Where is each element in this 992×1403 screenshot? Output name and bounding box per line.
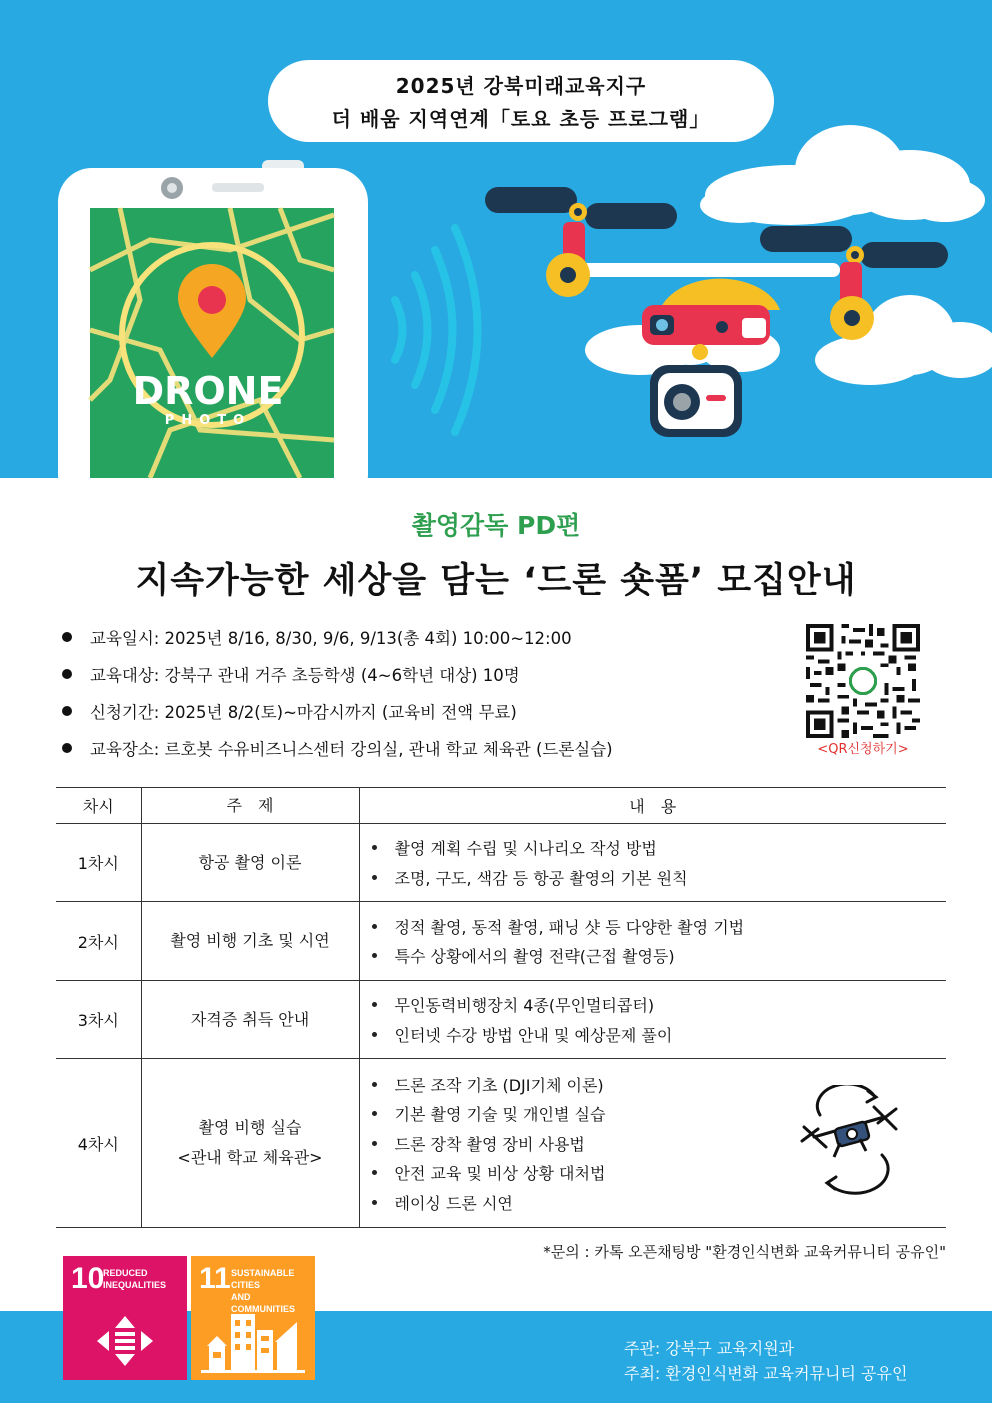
- program-title-line1: 2025년 강북미래교육지구: [395, 74, 647, 98]
- topic-cell: 자격증 취득 안내: [141, 981, 359, 1059]
- equality-icon: [63, 1256, 187, 1380]
- topic-cell: 촬영 비행 기초 및 시연: [141, 902, 359, 981]
- list-item: 조명, 구도, 색감 등 항공 촬영의 기본 원칙: [368, 863, 947, 893]
- host-organization: 주관: 강북구 교육지원과: [624, 1339, 795, 1358]
- organizer: 주최: 환경인식변화 교육커뮤니티 공유인: [624, 1364, 908, 1383]
- schedule-table: [56, 787, 946, 1228]
- content-cell: [359, 902, 946, 981]
- table-row: [56, 981, 946, 1059]
- list-item: 촬영 계획 수립 및 시나리오 작성 방법: [368, 833, 947, 863]
- list-item: 무인동력비행장치 4종(무인멀티콥터): [368, 990, 947, 1020]
- table-header-row: [56, 788, 946, 824]
- list-item: 드론 장착 촬영 장비 사용법: [368, 1128, 947, 1158]
- qr-signup-label[interactable]: <QR신청하기>: [817, 742, 909, 757]
- content-cell: [359, 824, 946, 902]
- list-item: 안전 교육 및 비상 상황 대처법: [368, 1158, 947, 1188]
- info-item-period: 신청기간: 2025년 8/2(토)~마감시까지 (교육비 전액 무료): [62, 692, 613, 729]
- svg-text:PHOTO: PHOTO: [164, 413, 252, 428]
- session-cell: 3차시: [56, 981, 141, 1059]
- list-item: 정적 촬영, 동적 촬영, 패닝 샷 등 다양한 촬영 기법: [368, 912, 947, 942]
- program-title-line2: 더 배움 지역연계「토요 초등 프로그램」: [331, 107, 711, 131]
- session-cell: 4차시: [56, 1059, 141, 1228]
- program-title-box: [268, 60, 774, 142]
- bullet-icon: [62, 706, 72, 716]
- bullet-icon: [62, 743, 72, 753]
- content-cell: [359, 1059, 946, 1228]
- bullet-icon: [62, 632, 72, 642]
- page-title: 지속가능한 세상을 담는 ‘드론 숏폼’ 모집안내: [135, 561, 857, 601]
- info-list: [62, 618, 613, 766]
- contact-text: *문의 : 카톡 오픈채팅방 "환경인식변화 교육커뮤니티 공유인": [543, 1243, 946, 1261]
- sdg-10-badge: 10 REDUCED INEQUALITIES: [63, 1256, 187, 1380]
- drone-rotate-icon: [800, 1085, 900, 1195]
- list-item: 특수 상황에서의 촬영 전략(근접 촬영등): [368, 941, 947, 971]
- session-cell: 2차시: [56, 902, 141, 981]
- info-item-target: 교육대상: 강북구 관내 거주 초등학생 (4~6학년 대상) 10명: [62, 655, 613, 692]
- hero-banner: [0, 0, 992, 478]
- table-row: [56, 824, 946, 902]
- city-icon: [191, 1256, 315, 1380]
- qr-code-icon[interactable]: [806, 624, 920, 738]
- session-cell: 1차시: [56, 824, 141, 902]
- list-item: 인터넷 수강 방법 안내 및 예상문제 풀이: [368, 1020, 947, 1050]
- info-item-date: 교육일시: 2025년 8/16, 8/30, 9/6, 9/13(총 4회) 10:00~12:00: [62, 618, 613, 655]
- topic-cell: 항공 촬영 이론: [141, 824, 359, 902]
- topic-cell: 촬영 비행 실습 <관내 학교 체육관>: [141, 1059, 359, 1228]
- list-item: 드론 조작 기초 (DJI기체 이론): [368, 1069, 947, 1099]
- bullet-icon: [62, 669, 72, 679]
- content-cell: [359, 981, 946, 1059]
- info-item-place: 교육장소: 르호봇 수유비즈니스센터 강의실, 관내 학교 체육관 (드론실습): [62, 729, 613, 766]
- sdg-11-badge: 11 SUSTAINABLE CITIES AND COMMUNITIES: [191, 1256, 315, 1380]
- table-row: [56, 902, 946, 981]
- table-row: [56, 1059, 946, 1228]
- svg-text:DRONE: DRONE: [132, 369, 284, 413]
- list-item: 레이싱 드론 시연: [368, 1187, 947, 1217]
- phone-icon: [58, 160, 368, 478]
- list-item: 기본 촬영 기술 및 개인별 실습: [368, 1099, 947, 1129]
- column-header: 차시: [56, 788, 141, 824]
- column-header: 내 용: [359, 788, 946, 824]
- column-header: 주 제: [141, 788, 359, 824]
- subtitle: 촬영감독 PD편: [411, 511, 581, 540]
- signal-icon: [395, 228, 478, 432]
